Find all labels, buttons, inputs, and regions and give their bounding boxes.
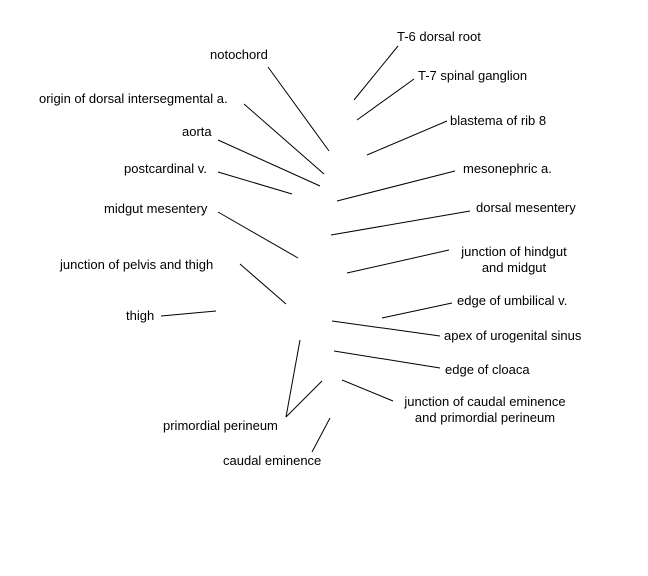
label-notochord: notochord	[210, 47, 268, 62]
leader-dorsal-mesentery	[331, 211, 470, 235]
leader-thigh	[161, 311, 216, 316]
leader-caudal-eminence	[312, 418, 330, 452]
label-junction-caudal-eminence	[390, 394, 580, 426]
label-junction-caudal-line2: and primordial perineum	[414, 410, 556, 425]
label-blastema-rib-8: blastema of rib 8	[450, 113, 547, 128]
leader-apex-urogenital-sinus	[332, 321, 440, 336]
leader-blastema-rib-8	[367, 121, 447, 155]
label-junction-caudal-line1: junction of caudal eminence	[404, 394, 566, 409]
label-junction-pelvis-thigh: junction of pelvis and thigh	[60, 257, 214, 272]
label-thigh: thigh	[126, 308, 155, 323]
label-primordial-perineum: primordial perineum	[163, 418, 278, 433]
label-t7-spinal-ganglion: T-7 spinal ganglion	[418, 68, 528, 83]
leader-notochord	[268, 67, 329, 151]
leader-t6-dorsal-root	[354, 46, 398, 100]
label-origin-dorsal-intersegmental-a: origin of dorsal intersegmental a.	[39, 91, 228, 106]
label-aorta: aorta	[182, 124, 212, 139]
label-dorsal-mesentery: dorsal mesentery	[476, 200, 576, 215]
label-midgut-mesentery: midgut mesentery	[104, 201, 208, 216]
label-postcardinal-v: postcardinal v.	[124, 161, 207, 176]
leader-midgut-mesentery	[218, 212, 298, 258]
leader-postcardinal-v	[218, 172, 292, 194]
leader-origin-dorsal-intersegmental-a	[244, 104, 324, 174]
label-mesonephric-a: mesonephric a.	[463, 161, 552, 176]
label-edge-umbilical-v: edge of umbilical v.	[457, 293, 568, 308]
leader-mesonephric-a	[337, 171, 455, 201]
label-junction-hindgut-midgut	[452, 244, 576, 276]
leader-junction-pelvis-thigh	[240, 264, 286, 304]
leader-junction-hindgut-midgut	[347, 250, 449, 273]
label-edge-cloaca: edge of cloaca	[445, 362, 530, 377]
label-junction-hindgut-midgut-line2: and midgut	[481, 260, 547, 275]
leader-aorta	[218, 140, 320, 186]
label-t6-dorsal-root: T-6 dorsal root	[397, 29, 481, 44]
label-apex-urogenital-sinus: apex of urogenital sinus	[444, 328, 582, 343]
leader-edge-umbilical-v	[382, 303, 452, 318]
label-caudal-eminence: caudal eminence	[223, 453, 322, 468]
leader-junction-caudal-eminence	[342, 380, 393, 401]
label-junction-hindgut-midgut-line1: junction of hindgut	[461, 244, 567, 259]
leader-edge-cloaca	[334, 351, 440, 368]
